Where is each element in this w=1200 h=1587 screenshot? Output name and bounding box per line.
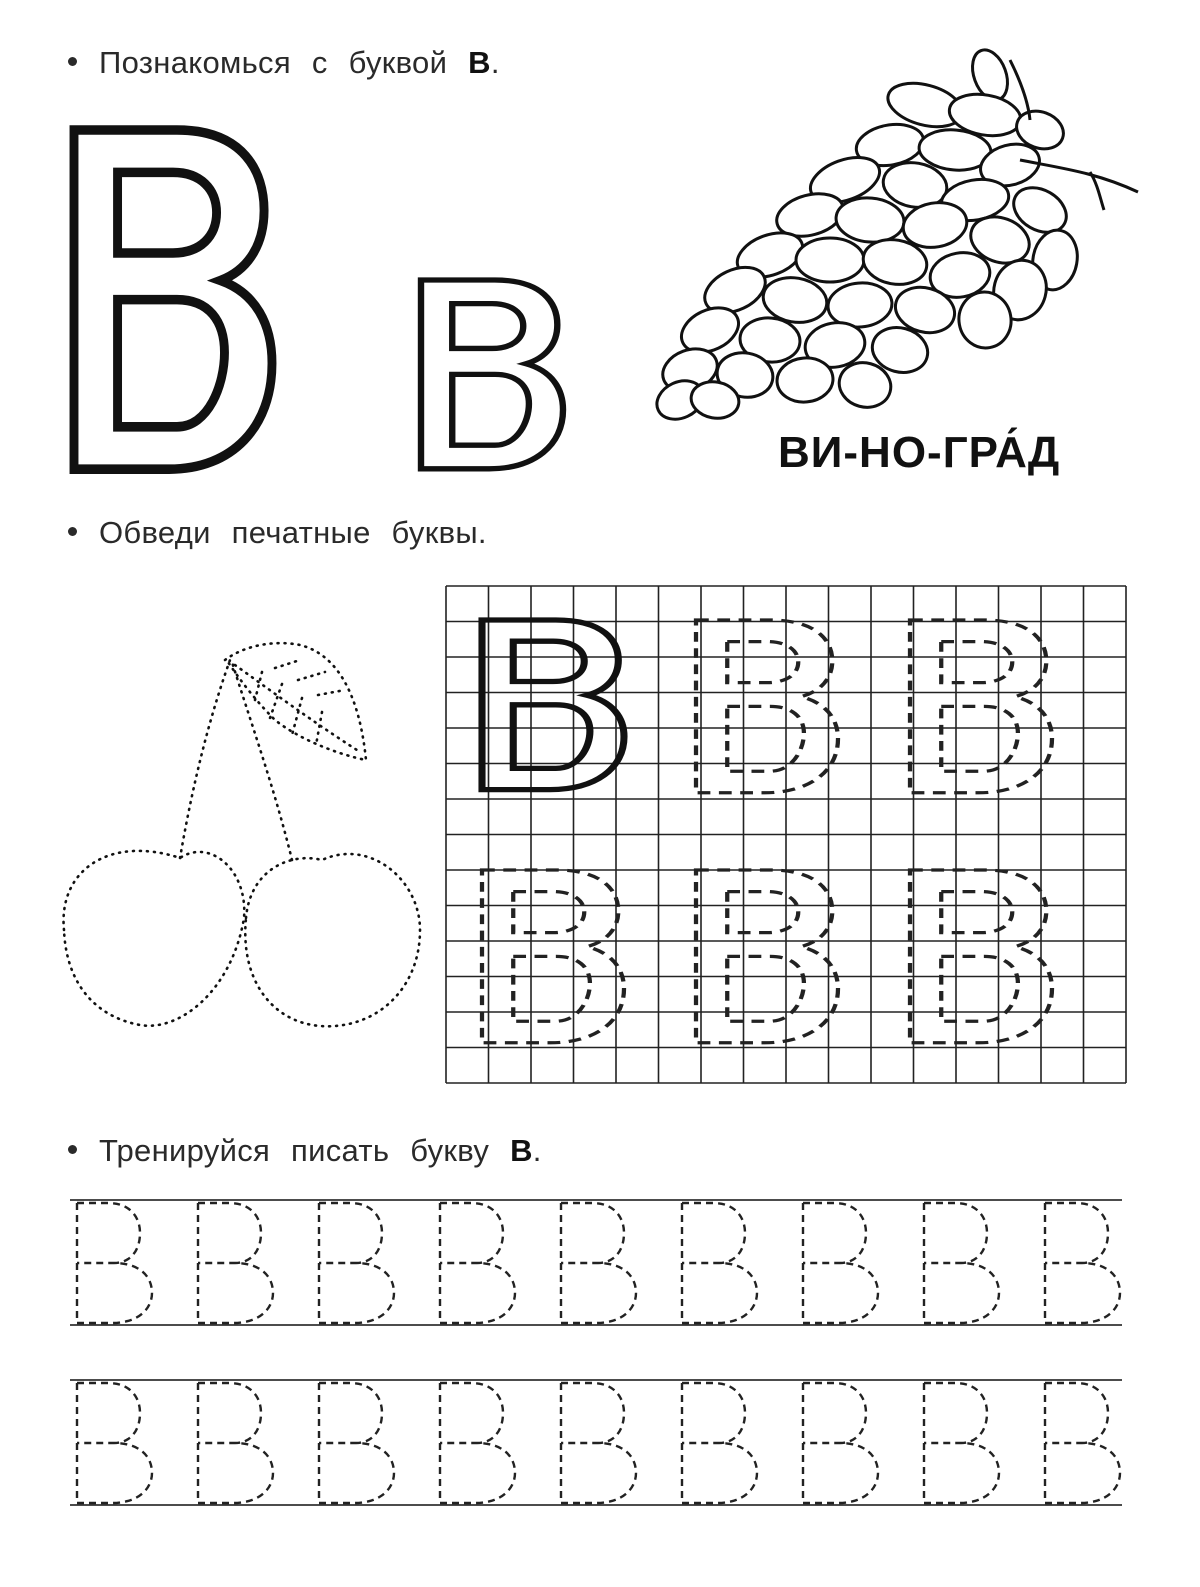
practice-row [70,1380,1122,1505]
instruction-letter: В [468,45,491,80]
lowercase-letter-display [421,280,563,469]
practice-letter [77,1203,152,1323]
practice-row [70,1200,1122,1325]
practice-letter [319,1383,394,1503]
practice-letter [803,1203,878,1323]
practice-letter [682,1203,757,1323]
practice-letter [682,1383,757,1503]
grape-berry [775,356,835,405]
practice-letter [561,1383,636,1503]
practice-letter [924,1383,999,1503]
writing-practice-rows [70,1200,1122,1505]
practice-letter [803,1383,878,1503]
practice-letter [561,1203,636,1323]
trace-letter-dashed [910,620,1052,793]
instruction-text: Обведи печатные буквы. [99,515,487,550]
grape-berry [796,238,864,282]
practice-letter [77,1383,152,1503]
tracing-grid [446,586,1126,1083]
trace-letter-dashed [910,870,1052,1043]
trace-letter-dashed [482,870,624,1043]
practice-letter [924,1203,999,1323]
trace-letters-dashed [482,620,1052,1043]
instruction-text: Тренируйся писать букву [99,1133,490,1168]
grape-berry [834,195,906,245]
trace-letter-dashed [696,620,838,793]
practice-letter [319,1203,394,1323]
practice-letter [198,1203,273,1323]
practice-letter [1045,1203,1120,1323]
practice-letter [440,1383,515,1503]
uppercase-letter-display [74,130,272,469]
instruction-text: Познакомься с буквой [99,45,448,80]
instruction-practice-writing: Тренируйся писать букву В. [68,1133,542,1169]
grape-bunch-icon [651,45,1082,426]
trace-letter-dashed [696,870,838,1043]
instruction-meet-letter: Познакомься с буквой В. [68,45,500,81]
practice-letter [1045,1383,1120,1503]
instruction-letter: В [510,1133,533,1168]
cherry-outline-icon [64,643,420,1026]
word-caption: ВИ-НО-ГРА́Д [778,428,1061,477]
practice-letter [440,1203,515,1323]
practice-letter [198,1383,273,1503]
